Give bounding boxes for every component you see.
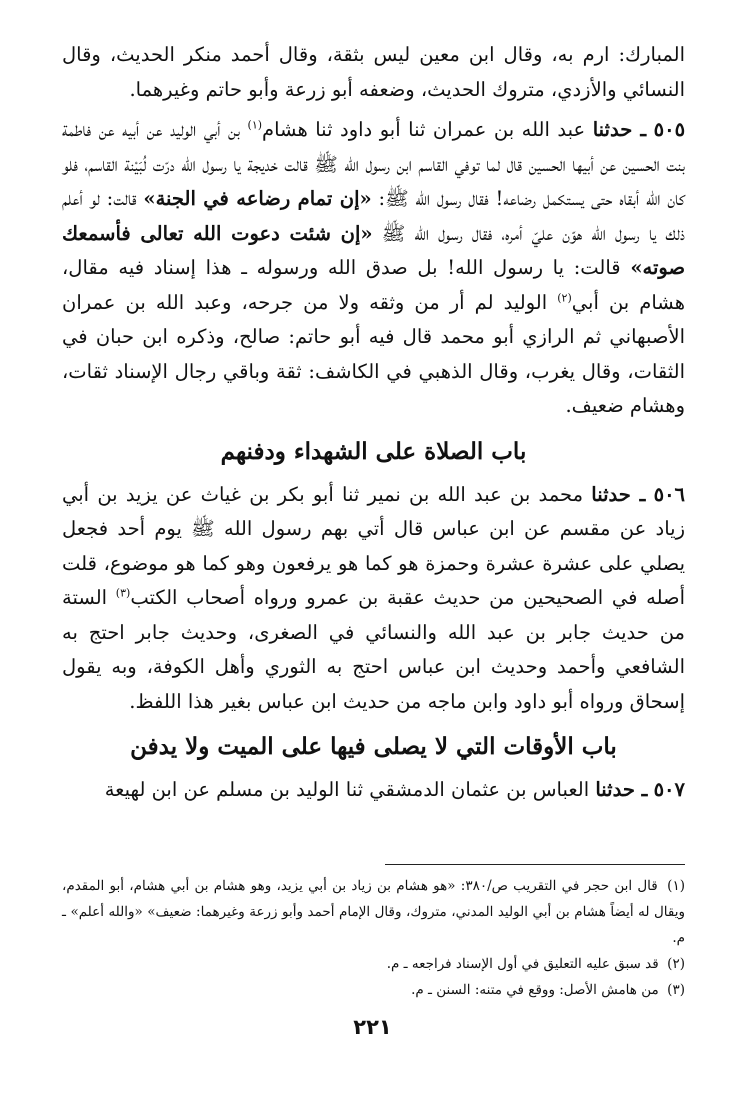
hadith-text: بن أبي الوليد عن أبيه عن فاطمة بنت الحسين عن أبيها الحسين قال لما توفي القاسم ابن رسول الله ﷺ قالت خديجة يا رسول الله درّت لُبَيْنة القاسم، فلو كان الله أبقاه حتى يستكمل رضاعه! فقال رسول الله ﷺ:	[62, 118, 685, 210]
footnote-ref-1[interactable]: (١)	[247, 118, 263, 132]
footnote-number: (١)	[667, 877, 685, 894]
continuation-paragraph: المبارك: ارم به، وقال ابن معين ليس بثقة، وقال أحمد منكر الحديث، وقال النسائي والأزدي، متروك الحديث، وضعفه أبو زرعة وأبو حاتم وغيرهما.	[62, 43, 685, 101]
footnotes	[62, 873, 685, 1003]
haddathana-keyword: ـ حدثنا	[595, 778, 648, 801]
chapter-heading: باب الأوقات التي لا يصلى فيها على الميت ولا يدفن	[130, 733, 617, 760]
prophetic-saying: «إن تمام رضاعه في الجنة»	[143, 187, 372, 210]
footnote-2	[62, 951, 685, 977]
footnote-ref-2[interactable]: (٢)	[557, 291, 572, 304]
hadith-text: الوليد لم أر من وثقه ولا من جرحه، وعبد الله بن عمران الأصبهاني ثم الرازي أبو محمد قال فيه أبو حاتم: صالح، وذكره ابن حبان في الثقات، وقال يغرب، وقال الذهبي في الكاشف: ثقة وباقي رجال الإسناد ثقات، وهشام ضعيف.	[62, 290, 685, 417]
footnote-text: من هامش الأصل: ووقع في متنه: السنن ـ م.	[411, 981, 659, 998]
page-number: ٢٢١	[353, 1015, 392, 1039]
hadith-text: محمد بن عبد الله بن نمير ثنا أبو بكر بن غياث عن يزيد بن أبي زياد عن مقسم عن ابن عباس قال أتي بهم رسول الله ﷺ يوم أحد فجعل يصلي على عشرة عشرة وحمزة هو كما هو يرفعون وهو كما هو موضوع، قلت أصله في الصحيحين من حديث عقبة بن عمرو ورواه أصحاب الكتب	[62, 482, 685, 609]
footnote-number: (٢)	[667, 955, 685, 972]
hadith-text: الستة من حديث جابر بن عبد الله والنسائي في الصغرى، وحديث جابر احتج به الشافعي وأحمد وحديث ابن عباس احتج به الثوري وأهل الكوفة، وبه يقول إسحاق ورواه أبو داود وابن ماجه من حديث ابن عباس بغير هذا اللفظ.	[62, 586, 685, 713]
hadith-text: عبد الله بن عمران ثنا أبو داود ثنا هشام	[262, 118, 586, 141]
hadith-505	[62, 113, 685, 424]
haddathana-keyword: ـ حدثنا	[591, 482, 646, 506]
footnote-3	[62, 977, 685, 1003]
hadith-text: قالت: لو أعلم ذلك يا رسول الله هوّن عليّ أمره، فقال رسول الله ﷺ	[62, 187, 685, 245]
footnote-ref-3[interactable]: (٣)	[115, 586, 131, 600]
hadith-text: العباس بن عثمان الدمشقي ثنا الوليد بن مسلم عن ابن لهيعة	[104, 778, 590, 801]
chapter-heading: باب الصلاة على الشهداء ودفنهم	[220, 437, 527, 465]
hadith-506	[62, 478, 685, 720]
haddathana-keyword: ـ حدثنا	[592, 118, 647, 141]
hadith-number: ٥٠٥	[653, 118, 686, 141]
hadith-number: ٥٠٦	[653, 482, 686, 506]
prophetic-saying: «إن شئت دعوت الله تعالى فأسمعك صوته»	[62, 221, 686, 279]
hadith-number: ٥٠٧	[653, 778, 685, 801]
footnote-separator	[385, 864, 685, 865]
footnote-1	[62, 873, 685, 951]
hadith-507	[62, 773, 685, 808]
hadith-text: قالت: يا رسول الله! بل صدق الله ورسوله ـ هذا إسناد فيه مقال، هشام بن أبي	[62, 256, 685, 314]
footnote-number: (٣)	[667, 981, 685, 998]
footnote-text: قد سبق عليه التعليق في أول الإسناد فراجعه ـ م.	[386, 955, 659, 972]
footnote-text: قال ابن حجر في التقريب ص/٣٨٠: «هو هشام بن زياد بن أبي يزيد، وهو هشام بن أبي هشام، أبو المقدم، ويقال له أيضاً هشام بن أبي الوليد المدني، متروك، وقال الإمام أحمد وأبو زرعة وغيرهما: ضعيف» «والله أعلم» ـ م.	[62, 877, 685, 946]
